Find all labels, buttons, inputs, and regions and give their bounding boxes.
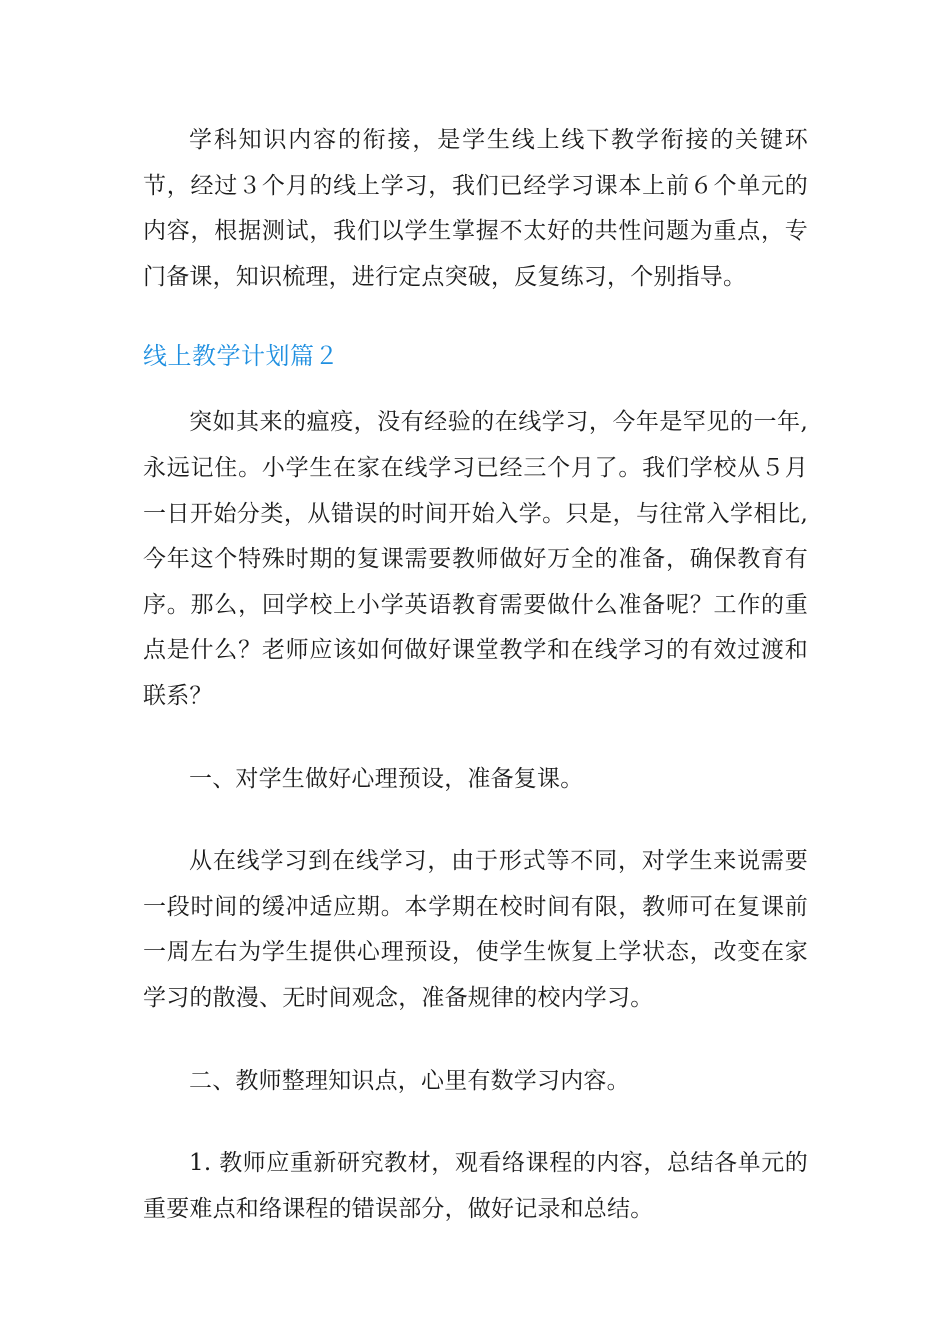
paragraph-point-two-item-one: 1. 教师应重新研究教材，观看络课程的内容，总结各单元的重要难点和络课程的错误部分，做好记录和总结。 — [143, 1150, 808, 1222]
document-body — [143, 118, 808, 1269]
paragraph-psychological-preparation: 从在线学习到在线学习，由于形式等不同，对学生来说需要一段时间的缓冲适应期。本学期在校时间有限，教师可在复课前一周左右为学生提供心理预设，使学生恢复上学状态，改变在家学习的散漫、无时间观念，准备规律的校内学习。 — [143, 848, 808, 1011]
paragraph-point-one: 一、对学生做好心理预设，准备复课。 — [189, 765, 584, 792]
paragraph-intro-epidemic: 突如其来的瘟疫，没有经验的在线学习，今年是罕见的一年,永远记住。小学生在家在线学习已经三个月了。我们学校从５月一日开始分类，从错误的时间开始入学。只是，与往常入学相比,今年这个特殊时期的复课需要教师做好万全的准备，确保教育有序。那么，回学校上小学英语教育需要做什么准备呢？工作的重点是什么？老师应该如何做好课堂教学和在线学习的有效过渡和联系？ — [143, 409, 808, 709]
section-heading: 线上教学计划篇２ — [143, 342, 339, 371]
paragraph-point-two: 二、教师整理知识点，心里有数学习内容。 — [189, 1067, 630, 1094]
paragraph-knowledge-connection: 学科知识内容的衔接，是学生线上线下教学衔接的关键环节，经过３个月的线上学习，我们已经学习课本上前６个单元的内容，根据测试，我们以学生掌握不太好的共性问题为重点，专门备课，知识梳理，进行定点突破，反复练习，个别指导。 — [143, 127, 808, 290]
